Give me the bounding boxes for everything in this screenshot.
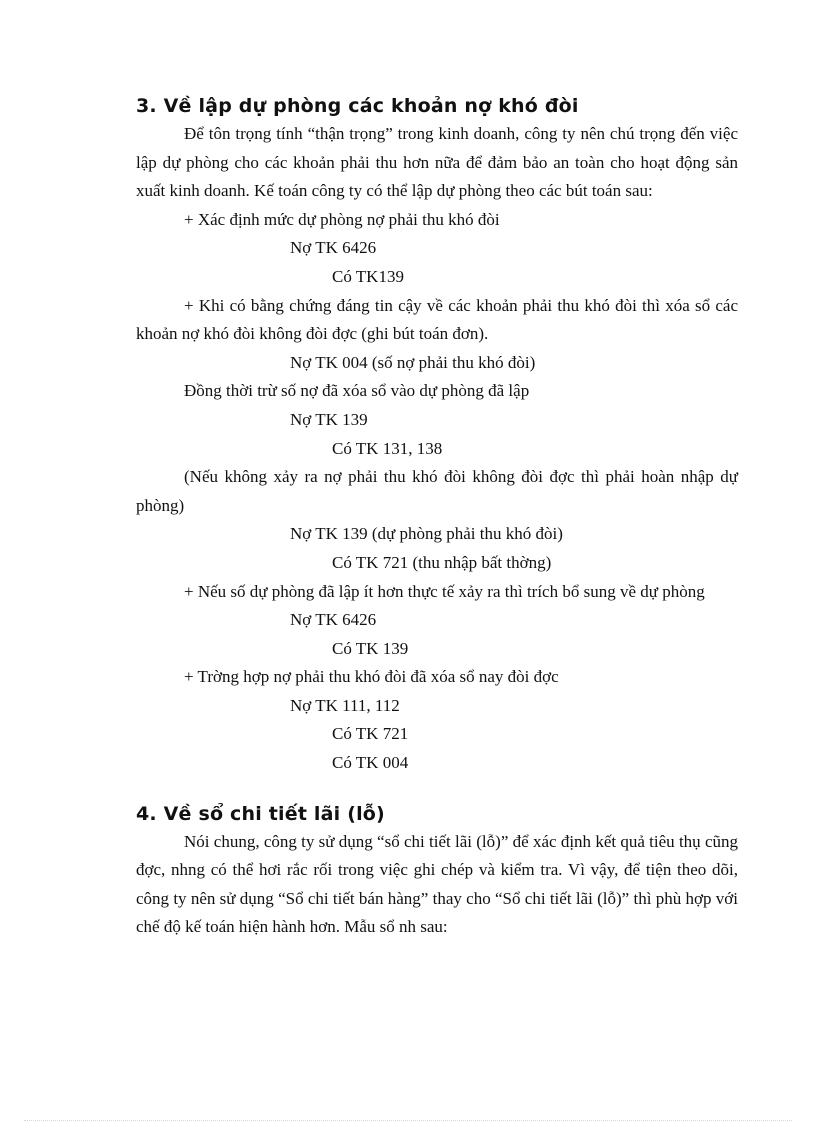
page-bottom-divider: [24, 1120, 792, 1121]
paragraph-reversal-note: (Nếu không xảy ra nợ phải thu khó đòi không đòi đợc thì phải hoàn nhập dự phòng): [136, 467, 738, 515]
bullet-write-off: + Khi có bằng chứng đáng tin cậy về các khoản phải thu khó đòi thì xóa sổ các khoản nợ khó đòi không đòi đợc (ghi bút toán đơn).: [136, 295, 738, 344]
entry-credit: Có TK139: [332, 266, 404, 286]
entry-debit: Nợ TK 111, 112: [290, 695, 400, 715]
entry-debit: Nợ TK 6426: [290, 238, 377, 258]
bullet-determine-provision: + Xác định mức dự phòng nợ phải thu khó đòi: [184, 209, 500, 229]
entry-debit: Nợ TK 004 (số nợ phải thu khó đòi): [290, 352, 536, 372]
section-3-heading: 3. Về lập dự phòng các khoản nợ khó đòi: [136, 95, 579, 117]
entry-credit: Có TK 721: [332, 724, 409, 744]
entry-credit: Có TK 004: [332, 753, 409, 773]
bullet-recovered: + Trờng hợp nợ phải thu khó đòi đã xóa sổ nay đòi đợc: [184, 667, 559, 687]
document-page: [136, 92, 738, 942]
section-4-heading: 4. Về sổ chi tiết lãi (lỗ): [136, 802, 385, 825]
entry-debit: Nợ TK 139 (dự phòng phải thu khó đòi): [290, 524, 563, 544]
entry-credit: Có TK 139: [332, 638, 409, 658]
paragraph-intro: Để tôn trọng tính “thận trọng” trong kinh doanh, công ty nên chú trọng đến việc lập dự phòng cho các khoản phải thu hơn nữa để đảm bảo an toàn cho hoạt động sản xuất kinh doanh. Kế toán công ty có thể lập dự phòng theo các bút toán sau:: [136, 124, 738, 201]
text-simultaneously: Đồng thời trừ số nợ đã xóa sổ vào dự phòng đã lập: [184, 381, 530, 401]
entry-credit: Có TK 721 (thu nhập bất thờng): [332, 552, 552, 572]
section-spacer: [136, 778, 738, 800]
paragraph-ledger: Nói chung, công ty sử dụng “sổ chi tiết lãi (lỗ)” để xác định kết quả tiêu thụ cũng đợc, nhng có thể hơi rắc rối trong việc ghi chép và kiểm tra. Vì vậy, để tiện theo dõi, công ty nên sử dụng “Sổ chi tiết bán hàng” thay cho “Sổ chi tiết lãi (lỗ)” thì phù hợp với chế độ kế toán hiện hành hơn. Mẫu sổ nh sau:: [136, 831, 738, 937]
entry-debit: Nợ TK 139: [290, 409, 368, 429]
entry-credit: Có TK 131, 138: [332, 438, 443, 458]
bullet-supplement: + Nếu số dự phòng đã lập ít hơn thực tế xảy ra thì trích bổ sung về dự phòng: [184, 581, 705, 601]
entry-debit: Nợ TK 6426: [290, 610, 377, 630]
